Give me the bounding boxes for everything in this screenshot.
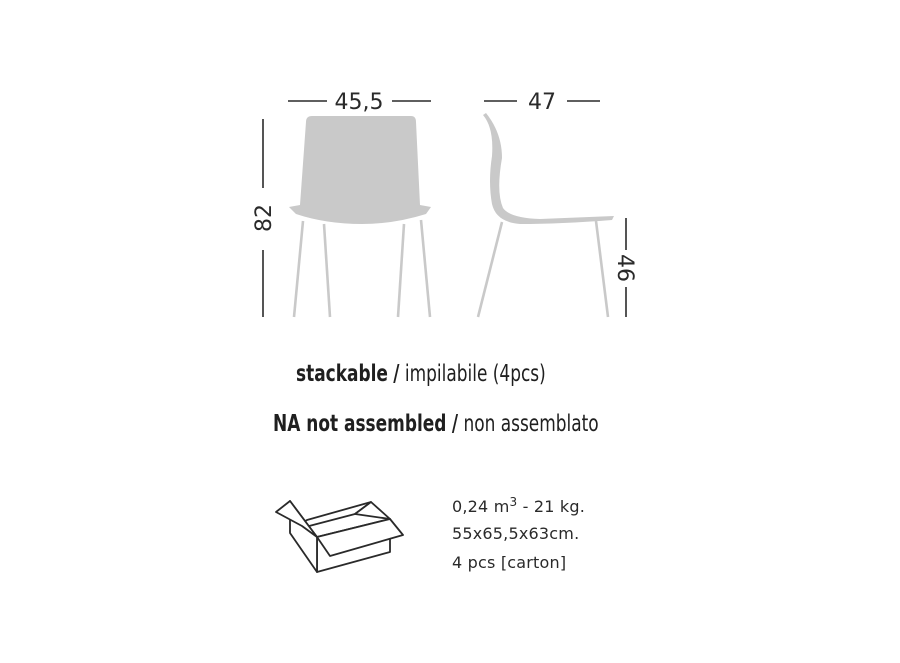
assembly-separator: / [451, 411, 459, 437]
assembly-label-en: NA not assembled [273, 411, 447, 437]
width-dimension [288, 90, 431, 115]
seat-height-value: 46 [612, 254, 637, 282]
packaging-volume-weight [452, 495, 585, 516]
stackable-label-en: stackable [296, 361, 388, 387]
stackable-label-it: impilabile (4pcs) [404, 361, 546, 387]
seat-height-dimension [612, 218, 637, 317]
stackable-separator: / [393, 361, 400, 387]
width-value: 45,5 [334, 90, 384, 115]
chair-side-view [478, 113, 614, 317]
packaging-weight: - 21 kg. [517, 497, 586, 516]
depth-dimension [484, 90, 600, 115]
packaging-quantity: 4 pcs [carton] [452, 553, 567, 572]
assembly-line [273, 411, 599, 437]
height-dimension [252, 119, 277, 317]
open-box-icon [276, 501, 403, 572]
depth-value: 47 [528, 90, 556, 115]
packaging-volume: 0,24 m [452, 497, 510, 516]
packaging-volume-exponent: 3 [509, 495, 518, 509]
assembly-label-it: non assemblato [463, 411, 599, 437]
height-value: 82 [252, 204, 277, 232]
packaging-size: 55x65,5x63cm. [452, 524, 580, 543]
chair-front-view [289, 116, 431, 317]
stackable-line [296, 361, 546, 387]
